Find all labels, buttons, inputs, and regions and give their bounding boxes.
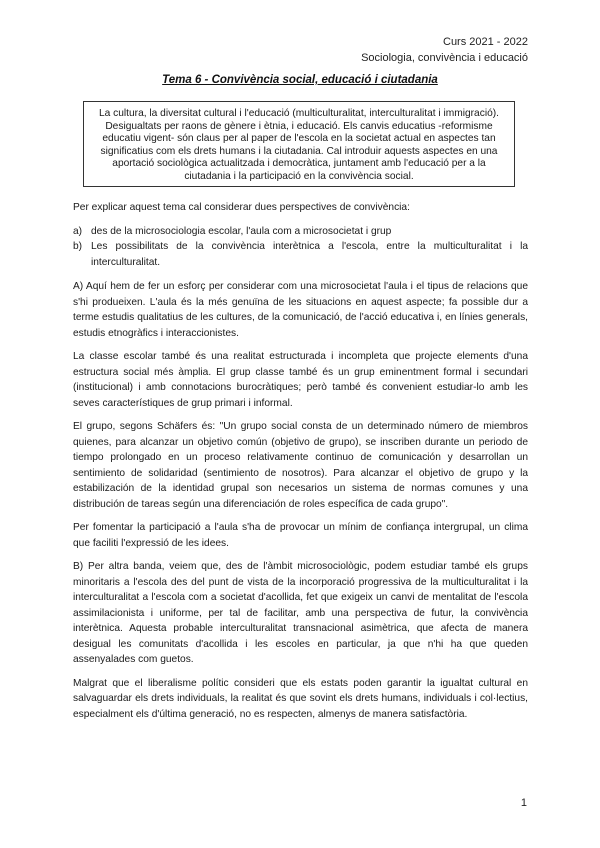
document-body — [73, 200, 528, 730]
abstract-box: La cultura, la diversitat cultural i l'educació (multiculturalitat, interculturalitat i immigració). Desigualtats per raons de gènere i ètnia, i educació. Els canvis educatius -reformisme educatiu vigent- són claus per al paper de l'escola en la societat actual en aspectes tan significatius com els drets humans i la ciutadania. Cal introduir aquests aspectes en una aportació sociològica actualitzada i democràtica, juntament amb l'educació per a la ciutadania i la participació en la convivència social. — [83, 101, 515, 187]
list-item — [73, 239, 528, 270]
paragraph-participation: Per fomentar la participació a l'aula s'ha de provocar un mínim de confiança intergrupal, un clima que faciliti l'expressió de les idees. — [73, 522, 528, 549]
document-title: Tema 6 - Convivència social, educació i ciutadania — [162, 74, 438, 86]
paragraph-minority-groups: B) Per altra banda, veiem que, des de l'àmbit microsociològic, podem estudiar també els grups minoritaris a l'escola des del punt de vista de la incorporació progressiva de la multiculturalitat i la interculturalitat a l'escola com a societat d'acollida, fet que exigeix un canvi de mentalitat de l'escola assimilacionista i uniforme, per tal de facilitar, amb una perspectiva de futur, la convivència interètnica. Aquesta probable interculturalitat transnacional asimètrica, que afecta de manera desigual les comunitats d'acollida i les escoles en particular, ja que n'hi ha que queden assenyalades com guetos. — [73, 561, 528, 665]
paragraph-liberalism: Malgrat que el liberalisme polític consideri que els estats poden garantir la igualtat cultural en salvaguardar els drets individuals, la realitat és que sovint els drets humans, individuals i col·lectius, especialment els d'última generació, no es respecten, almenys de manera satisfactòria. — [73, 677, 528, 720]
subject-name: Sociologia, convivència i educació — [361, 52, 528, 64]
list-item-text: Les possibilitats de la convivència interètnica a l'escola, entre la multiculturalitat i la interculturalitat. — [91, 241, 528, 268]
page-header — [361, 34, 528, 66]
list-marker: b) — [73, 241, 83, 252]
intro-paragraph: Per explicar aquest tema cal considerar dues perspectives de convivència: — [73, 202, 410, 213]
paragraph-schafers-quote: El grupo, segons Schäfers és: "Un grupo social consta de un determinado número de miembros quienes, para alcanzar un objetivo común (objetivo de grupo), se inscriben durante un periodo de tiempo prolongado en un proceso relativamente continuo de comunicación y desarrollan un sentimiento de solidaridad (sentimiento de nosotros). Para alcanzar el objetivo de grupo y la estabilización de la identidad grupal son necesarios un sistema de normas comunes y una distribución de tareas según una diferenciación de roles específica de cada grupo". — [73, 421, 528, 510]
paragraph-class-structure: La classe escolar també és una realitat estructurada i incompleta que projecte elements d'una estructura social més àmplia. El grup classe també és un grup eminentment formal i secundari (institucional) i amb connotacions burocràtiques; però també és convenient estudiar-lo amb les seves característiques de grup primari i informal. — [73, 351, 528, 409]
course-year: Curs 2021 - 2022 — [443, 36, 528, 48]
list-item — [73, 224, 528, 240]
paragraph-microsociety: A) Aquí hem de fer un esforç per considerar com una microsocietat l'aula i el tipus de relacions que s'hi produeixen. L'aula és la més genuïna de les situacions en aquest aspecte; fa possible dur a terme estudis qualitatius de les cultures, de la comunicació, de l'acció educativa i, en línies generals, estudis etnogràfics i interaccionistes. — [73, 281, 528, 339]
page-number: 1 — [520, 797, 527, 809]
list-item-text: des de la microsociologia escolar, l'aula com a microsocietat i grup — [91, 225, 392, 237]
perspectives-list — [73, 224, 528, 271]
list-marker: a) — [73, 225, 83, 237]
